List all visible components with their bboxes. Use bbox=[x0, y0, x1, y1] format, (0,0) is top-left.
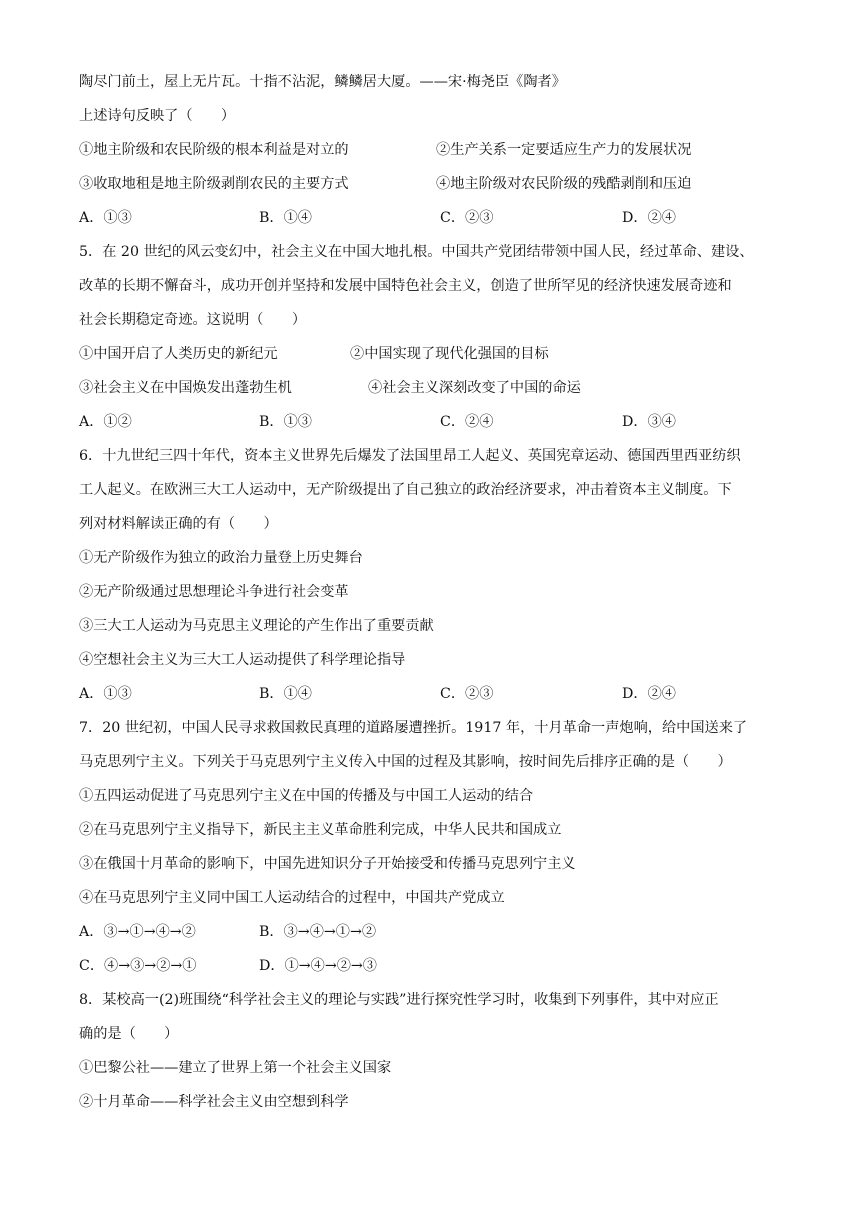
q5-option-a[interactable]: A．①② bbox=[79, 414, 132, 430]
q4-stem: 上述诗句反映了（ ） bbox=[79, 108, 236, 124]
q4-item-1: ①地主阶级和农民阶级的根本利益是对立的 bbox=[79, 142, 349, 158]
q6-line-1: 6．十九世纪三四十年代，资本主义世界先后爆发了法国里昂工人起义、英国宪章运动、德国西里西亚纺织 bbox=[79, 448, 741, 464]
q5-line-2: 改革的长期不懈奋斗，成功开创并坚持和发展中国特色社会主义，创造了世所罕见的经济快速发展奇迹和 bbox=[79, 278, 732, 294]
q4-poem: 陶尽门前土，屋上无片瓦。十指不沾泥，鳞鳞居大厦。——宋·梅尧臣《陶者》 bbox=[79, 74, 566, 90]
q4-item-3: ③收取地租是地主阶级剥削农民的主要方式 bbox=[79, 176, 349, 192]
q7-line-2: 马克思列宁主义。下列关于马克思列宁主义传入中国的过程及其影响，按时间先后排序正确的是（ ） bbox=[79, 754, 732, 770]
q7-line-1: 7．20 世纪初，中国人民寻求救国救民真理的道路屡遭挫折。1917 年，十月革命一声炮响，给中国送来了 bbox=[79, 720, 748, 736]
q7-option-a[interactable]: A．③→①→④→② bbox=[79, 924, 196, 940]
q8-line-1: 8．某校高一(2)班围绕“科学社会主义的理论与实践”进行探究性学习时，收集到下列事件，其中对应正 bbox=[79, 992, 719, 1008]
q4-option-c[interactable]: C．②③ bbox=[440, 210, 494, 226]
q5-option-c[interactable]: C．②④ bbox=[440, 414, 494, 430]
q4-option-a[interactable]: A．①③ bbox=[79, 210, 132, 226]
q4-option-b[interactable]: B．①④ bbox=[259, 210, 312, 226]
q7-option-c[interactable]: C．④→③→②→① bbox=[79, 958, 197, 974]
q8-item-1: ①巴黎公社——建立了世界上第一个社会主义国家 bbox=[79, 1060, 392, 1076]
q7-option-b[interactable]: B．③→④→①→② bbox=[259, 924, 377, 940]
q6-option-c[interactable]: C．②③ bbox=[440, 686, 494, 702]
q8-line-2: 确的是（ ） bbox=[79, 1026, 179, 1042]
q7-item-4: ④在马克思列宁主义同中国工人运动结合的过程中，中国共产党成立 bbox=[79, 890, 505, 906]
q5-line-1: 5．在 20 世纪的风云变幻中，社会主义在中国大地扎根。中国共产党团结带领中国人民，经过革命、建设、 bbox=[79, 244, 754, 260]
q7-item-2: ②在马克思列宁主义指导下，新民主主义革命胜利完成，中华人民共和国成立 bbox=[79, 822, 562, 838]
q4-option-d[interactable]: D．②④ bbox=[622, 210, 676, 226]
q7-item-3: ③在俄国十月革命的影响下，中国先进知识分子开始接受和传播马克思列宁主义 bbox=[79, 856, 576, 872]
q6-item-2: ②无产阶级通过思想理论斗争进行社会变革 bbox=[79, 584, 349, 600]
q6-item-3: ③三大工人运动为马克思主义理论的产生作出了重要贡献 bbox=[79, 618, 434, 634]
q5-item-4: ④社会主义深刻改变了中国的命运 bbox=[368, 380, 581, 396]
q4-item-2: ②生产关系一定要适应生产力的发展状况 bbox=[436, 142, 692, 158]
q6-line-3: 列对材料解读正确的有（ ） bbox=[79, 516, 278, 532]
q5-line-3: 社会长期稳定奇迹。这说明（ ） bbox=[79, 312, 307, 328]
q8-item-2: ②十月革命——科学社会主义由空想到科学 bbox=[79, 1094, 349, 1110]
q5-option-b[interactable]: B．①③ bbox=[259, 414, 312, 430]
q4-item-4: ④地主阶级对农民阶级的残酷剥削和压迫 bbox=[436, 176, 692, 192]
q7-option-d[interactable]: D．①→④→②→③ bbox=[259, 958, 377, 974]
q6-item-1: ①无产阶级作为独立的政治力量登上历史舞台 bbox=[79, 550, 363, 566]
q6-option-b[interactable]: B．①④ bbox=[259, 686, 312, 702]
q7-item-1: ①五四运动促进了马克思列宁主义在中国的传播及与中国工人运动的结合 bbox=[79, 788, 534, 804]
q5-option-d[interactable]: D．③④ bbox=[622, 414, 676, 430]
q6-option-d[interactable]: D．②④ bbox=[622, 686, 676, 702]
q6-item-4: ④空想社会主义为三大工人运动提供了科学理论指导 bbox=[79, 652, 406, 668]
q5-item-1: ①中国开启了人类历史的新纪元 bbox=[79, 346, 278, 362]
q5-item-3: ③社会主义在中国焕发出蓬勃生机 bbox=[79, 380, 292, 396]
q6-option-a[interactable]: A．①③ bbox=[79, 686, 132, 702]
q5-item-2: ②中国实现了现代化强国的目标 bbox=[350, 346, 549, 362]
q6-line-2: 工人起义。在欧洲三大工人运动中，无产阶级提出了自己独立的政治经济要求，冲击着资本主义制度。下 bbox=[79, 482, 732, 498]
